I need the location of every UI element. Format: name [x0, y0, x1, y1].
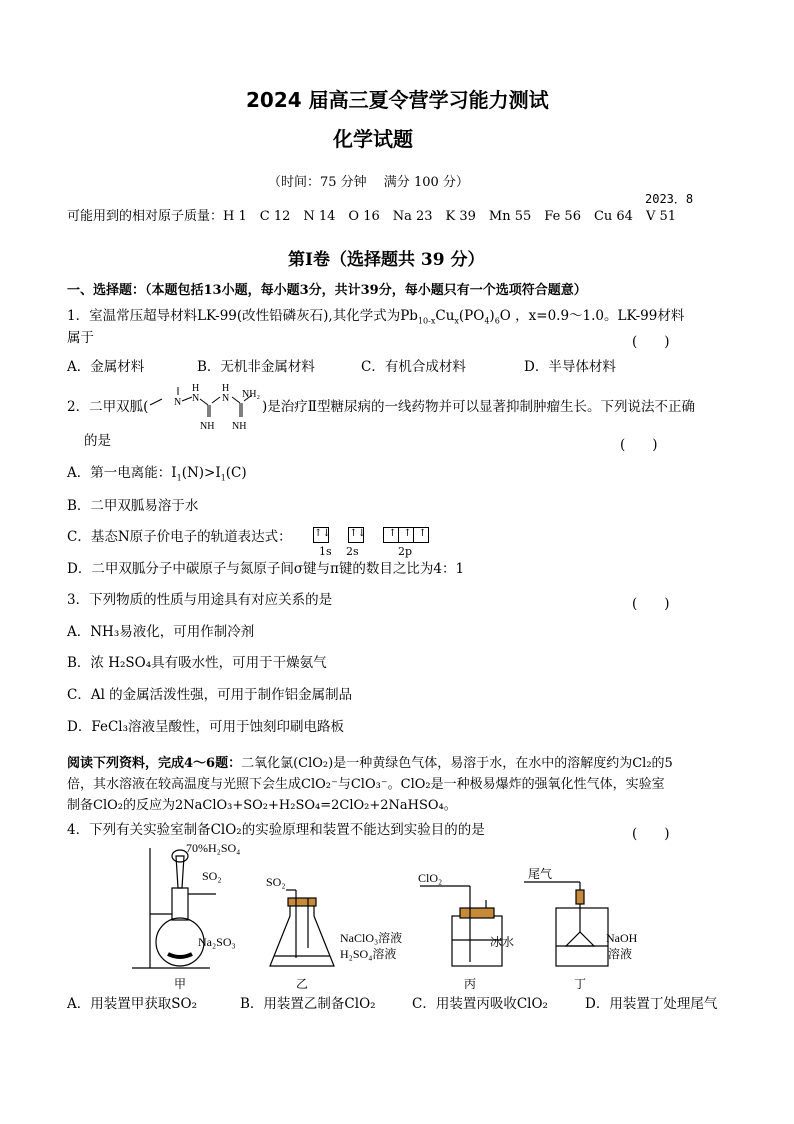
apparatus-yi — [270, 890, 334, 966]
orbital-2p-3: ↑ — [413, 527, 429, 543]
apparatus-jia — [132, 848, 216, 968]
orbital-2p-1: ↑ — [383, 527, 399, 543]
q4-option-d[interactable]: D．用装置丁处理尾气 — [585, 996, 718, 1012]
ding-gas-label: 尾气 — [528, 867, 553, 881]
jia-name: 甲 — [174, 977, 187, 991]
q1-option-c[interactable]: C．有机合成材料 — [361, 359, 466, 375]
orbital-label-1s: 1s — [319, 545, 332, 558]
ding-name: 丁 — [574, 977, 587, 991]
struct-nh2-group: NH₂ — [242, 389, 260, 400]
q1-stem: 1．室温常压超导材料LK-99(改性铅磷灰石),其化学式为$Pb_{10-x}Cu_x(PO_4)_6O$ ，x=0.9～1.0。LK-99材料 — [67, 308, 685, 326]
q1-stem-cont: 属于 — [67, 330, 94, 346]
q2-option-a[interactable]: A．第一电离能：$I_1(N)>I_1(C)$ — [67, 465, 247, 483]
time-info: （时间：75 分钟 满分 100 分） — [268, 175, 469, 190]
q2-option-d[interactable]: D．二甲双胍分子中碳原子与氮原子间σ键与π键的数目之比为4：1 — [67, 561, 465, 577]
q3-option-b[interactable]: B．浓 H₂SO₄具有吸水性，可用于干燥氨气 — [67, 655, 327, 671]
section-instruction: 一、选择题：（本题包括13小题，每小题3分，共计39分，每小题只有一个选项符合题意） — [67, 283, 587, 298]
q3-option-c[interactable]: C．Al 的金属活泼性强，可用于制作铝金属制品 — [67, 687, 353, 703]
q3-option-a[interactable]: A．NH₃易液化，可用作制冷剂 — [67, 624, 255, 640]
q2-option-b[interactable]: B．二甲双胍易溶于水 — [67, 498, 199, 514]
orbital-label-2p: 2p — [398, 545, 413, 558]
metformin-structure-icon — [144, 383, 264, 433]
struct-n3: N — [222, 393, 230, 404]
exam-title: 2024 届高三夏令营学习能力测试 — [246, 88, 549, 112]
ding-reagent2-label: 溶液 — [608, 947, 633, 961]
yi-name: 乙 — [296, 977, 309, 991]
q2-number: 2．二甲双胍( — [67, 399, 149, 415]
reading-line1: 阅读下列资料，完成4～6题：二氧化氯(ClO₂)是一种黄绿色气体，易溶于水，在水中的溶解度约为Cl₂的5 — [67, 756, 673, 771]
q4-option-b[interactable]: B．用装置乙制备ClO₂ — [240, 996, 376, 1012]
jia-gas-label: SO₂ — [202, 869, 222, 883]
orbital-2s: ↑↓ — [348, 527, 364, 543]
q4-option-c[interactable]: C．用装置丙吸收ClO₂ — [412, 996, 548, 1012]
bing-name: 丙 — [464, 977, 477, 991]
q4-stem: 4．下列有关实验室制备ClO₂的实验原理和装置不能达到实验目的的是 — [67, 822, 485, 838]
orbital-2p-2: ↑ — [398, 527, 414, 543]
struct-h1: H — [192, 383, 200, 394]
orbital-diagram — [313, 524, 428, 543]
yi-reagent2-label: H₂SO₄溶液 — [340, 947, 397, 961]
struct-n2: N — [192, 393, 200, 404]
q3-option-d[interactable]: D．FeCl₃溶液呈酸性，可用于蚀刻印刷电路板 — [67, 719, 344, 735]
orbital-1s: ↑↓ — [313, 527, 329, 543]
reading-line3: 制备ClO₂的反应为2NaClO₃+SO₂+H₂SO₄=2ClO₂+2NaHSO₄。 — [67, 798, 457, 813]
orbital-label-2s: 2s — [346, 545, 359, 558]
struct-nh1: NH — [200, 421, 215, 432]
q1-option-b[interactable]: B．无机非金属材料 — [197, 359, 315, 375]
q2-stem: )是治疗Ⅱ型糖尿病的一线药物并可以显著抑制肿瘤生长。下列说法不正确 — [262, 399, 695, 415]
q2-stem-cont: 的是 — [84, 433, 111, 449]
atomic-masses: 可能用到的相对原子质量：H 1 C 12 N 14 O 16 Na 23 K 39 Mn 55 Fe 56 Cu 64 V 51 — [67, 209, 677, 224]
struct-h2: H — [222, 383, 230, 394]
yi-gas-label: SO₂ — [266, 875, 286, 889]
yi-reagent1-label: NaClO₃溶液 — [340, 931, 403, 945]
apparatus-ding — [524, 882, 608, 966]
q2-answer-paren[interactable]: ( ) — [620, 437, 658, 453]
q1-option-d[interactable]: D．半导体材料 — [524, 359, 616, 375]
jia-reagent-label: Na₂SO₃ — [198, 935, 236, 949]
jia-acid-label: 70%H₂SO₄ — [186, 841, 241, 855]
section-title: 第Ⅰ卷（选择题共 39 分） — [288, 250, 485, 270]
struct-n1: N — [174, 397, 182, 408]
exam-date: 2023．8 — [645, 192, 694, 206]
ding-reagent1-label: NaOH — [606, 931, 638, 945]
q2-option-c[interactable]: C．基态N原子价电子的轨道表达式： — [67, 529, 292, 545]
q4-answer-paren[interactable]: ( ) — [632, 826, 670, 842]
apparatus-figure — [120, 838, 660, 998]
struct-nh2: NH — [232, 421, 247, 432]
bing-reagent-label: 冰水 — [490, 935, 515, 949]
q4-option-a[interactable]: A．用装置甲获取SO₂ — [67, 996, 197, 1012]
subject-title: 化学试题 — [333, 127, 413, 151]
reading-line2: 倍，其水溶液在较高温度与光照下会生成ClO₂⁻与ClO₃⁻。ClO₂是一种极易爆炸的强氧化性气体，实验室 — [67, 777, 665, 792]
q3-answer-paren[interactable]: ( ) — [632, 596, 670, 612]
bing-gas-label: ClO₂ — [418, 871, 443, 885]
q3-stem: 3．下列物质的性质与用途具有对应关系的是 — [67, 592, 333, 608]
q1-option-a[interactable]: A．金属材料 — [67, 359, 145, 375]
q1-answer-paren[interactable]: ( ) — [632, 334, 670, 350]
apparatus-bing — [420, 886, 502, 966]
